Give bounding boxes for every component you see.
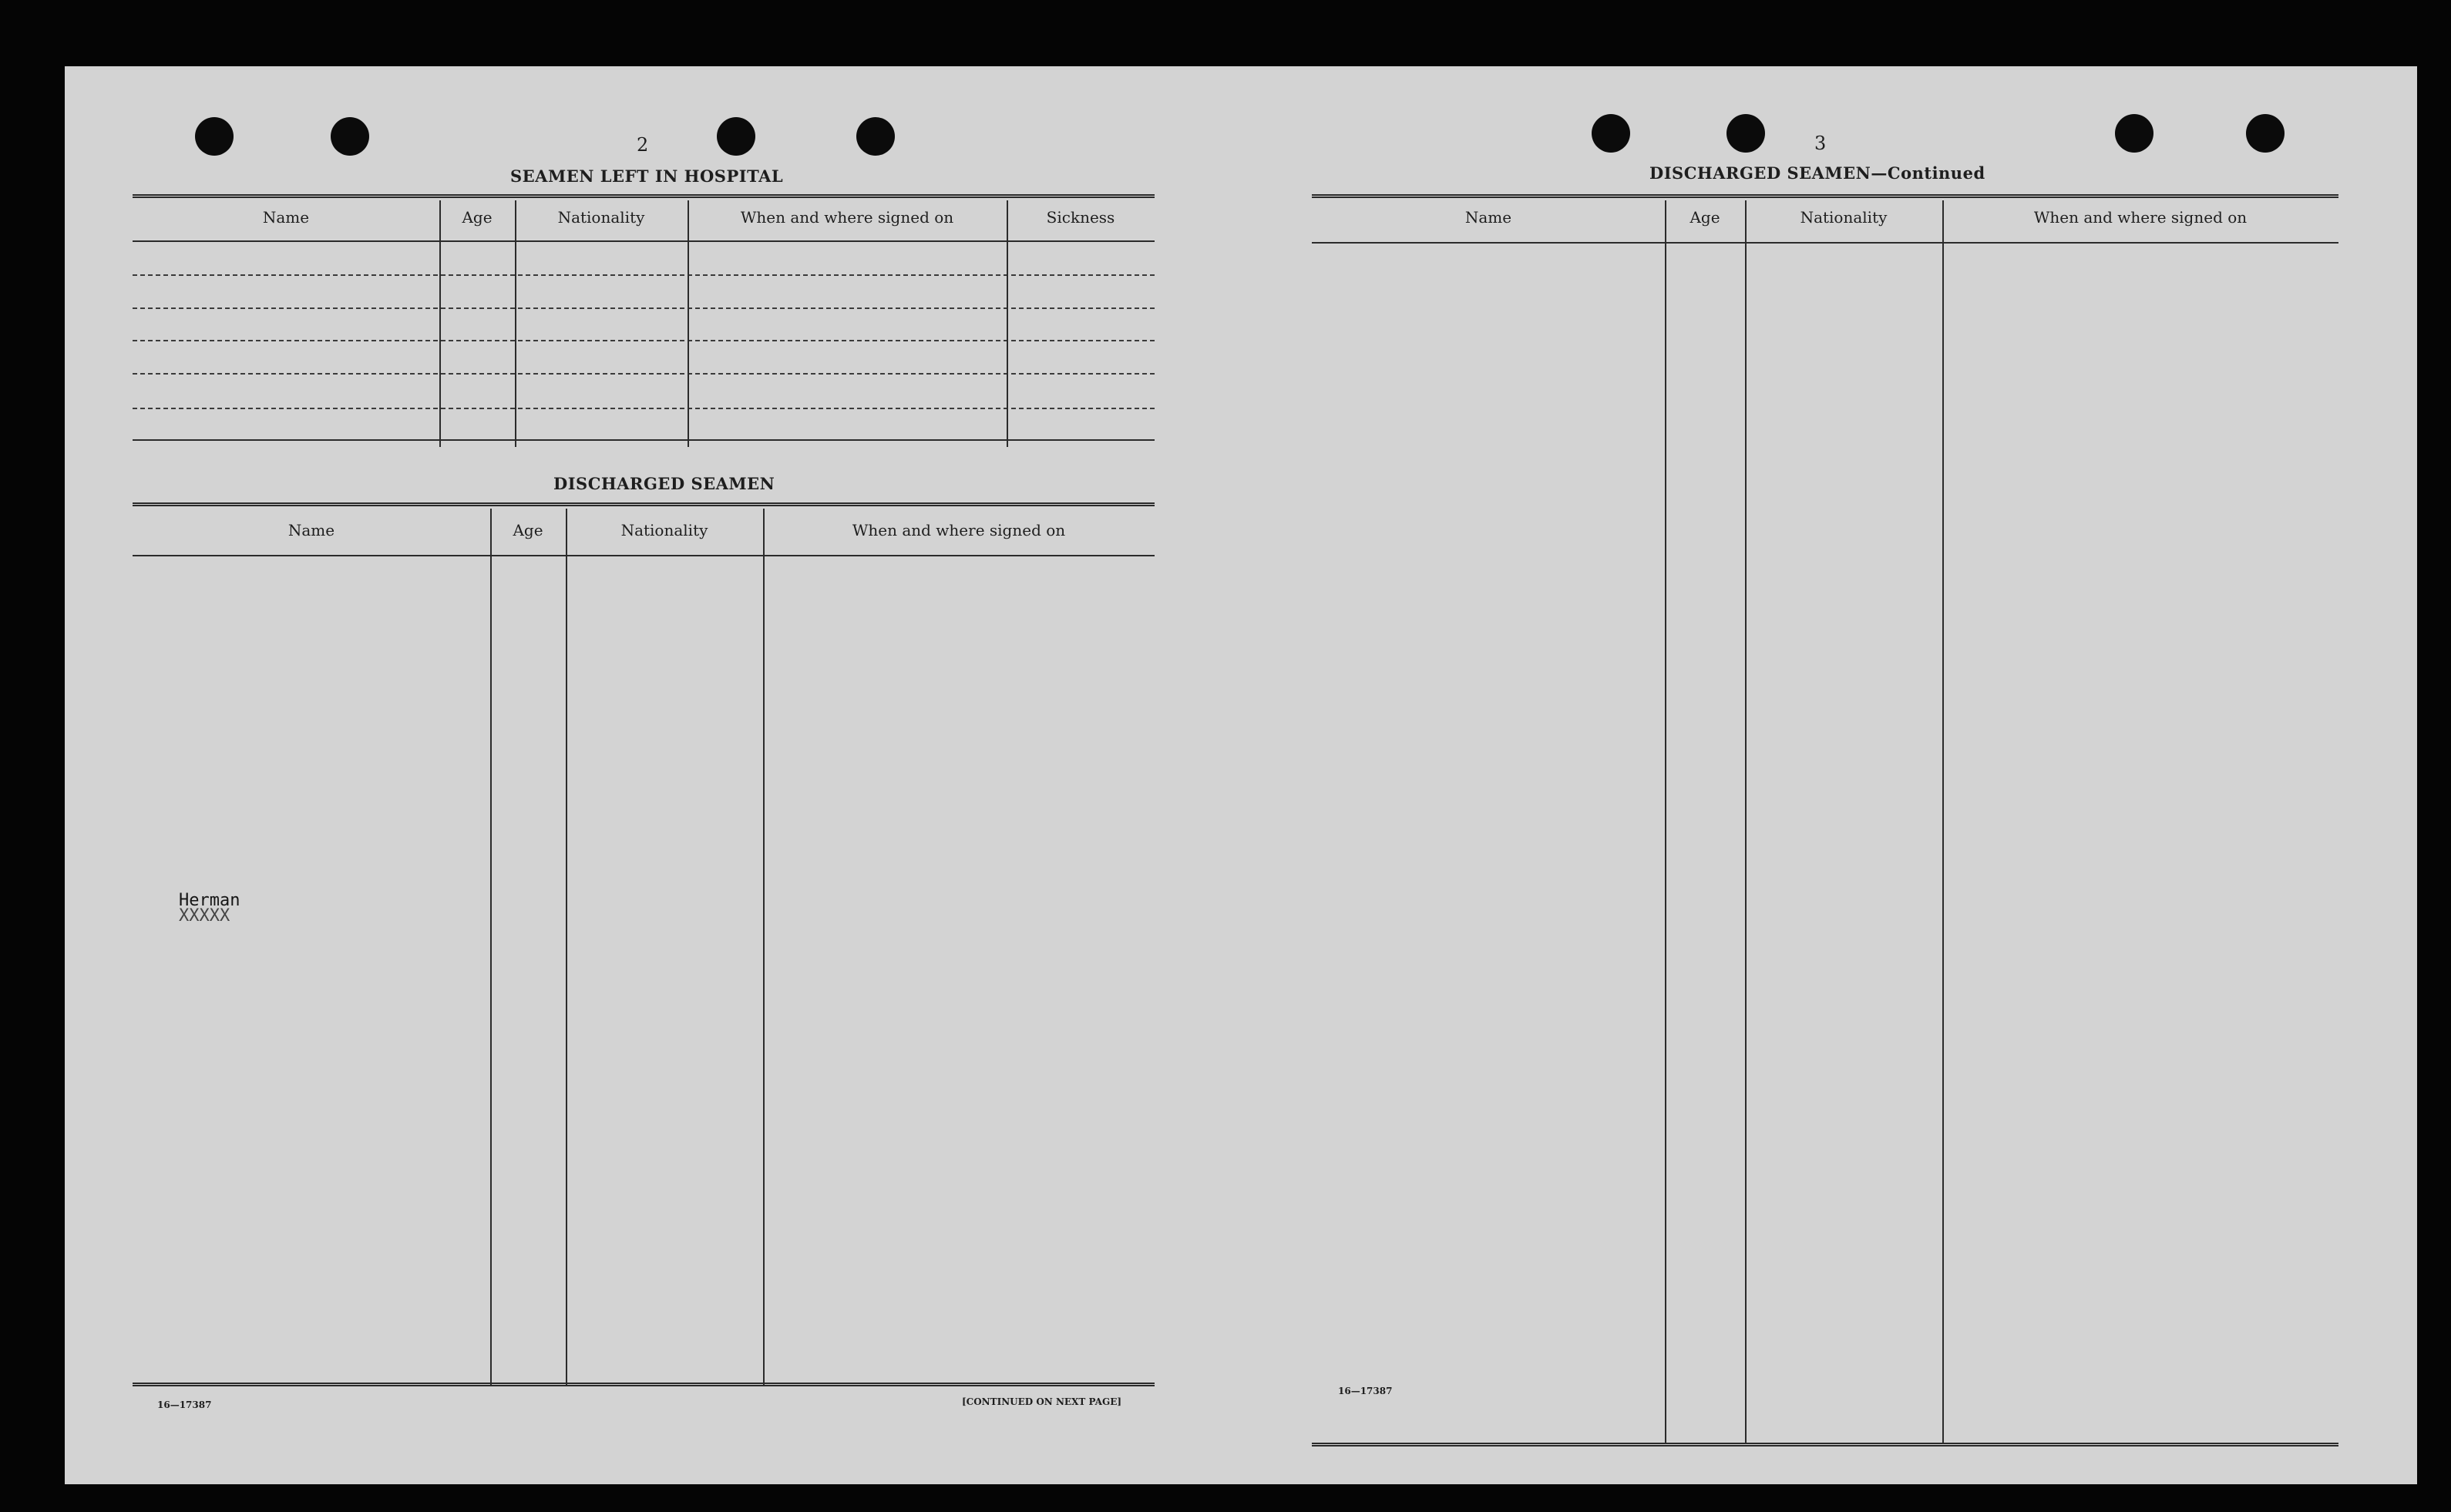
form-number: 16—17387 (157, 1399, 212, 1410)
discharged-table-right (1312, 194, 2338, 1450)
discharged-table-left (133, 502, 1155, 1389)
col-header-name: Name (1464, 208, 1512, 227)
col-header-name: Name (262, 208, 310, 227)
col-header-signed-on: When and where signed on (740, 208, 954, 227)
col-header-signed-on: When and where signed on (2033, 208, 2248, 227)
punch-hole (856, 117, 895, 156)
punch-hole (331, 117, 369, 156)
punch-hole (1726, 114, 1765, 153)
col-header-age: Age (513, 521, 543, 539)
col-header-nationality: Nationality (1800, 208, 1888, 227)
discharged-section-title: DISCHARGED SEAMEN (553, 474, 775, 493)
struck-out-text (179, 908, 230, 925)
col-header-signed-on: When and where signed on (852, 521, 1066, 539)
page-number: 3 (1814, 133, 1827, 154)
punch-hole (2246, 114, 2285, 153)
typed-first-name: Herman (179, 891, 240, 910)
col-header-nationality: Nationality (557, 208, 645, 227)
struck-out-letters: XXXXX (179, 906, 230, 926)
col-header-name: Name (287, 521, 335, 539)
hospital-section-title: SEAMEN LEFT IN HOSPITAL (510, 166, 784, 186)
scanned-document (65, 66, 2417, 1484)
col-header-sickness: Sickness (1046, 208, 1115, 227)
page-number: 2 (637, 134, 649, 156)
punch-hole (195, 117, 234, 156)
continued-note: [CONTINUED ON NEXT PAGE] (962, 1396, 1122, 1407)
form-number: 16—17387 (1338, 1386, 1393, 1396)
punch-hole (1592, 114, 1630, 153)
col-header-age: Age (462, 208, 493, 227)
punch-hole (717, 117, 755, 156)
hospital-table (133, 194, 1155, 447)
discharged-continued-title: DISCHARGED SEAMEN—Continued (1649, 163, 1985, 183)
col-header-nationality: Nationality (620, 521, 708, 539)
col-header-age: Age (1689, 208, 1720, 227)
punch-hole (2115, 114, 2153, 153)
